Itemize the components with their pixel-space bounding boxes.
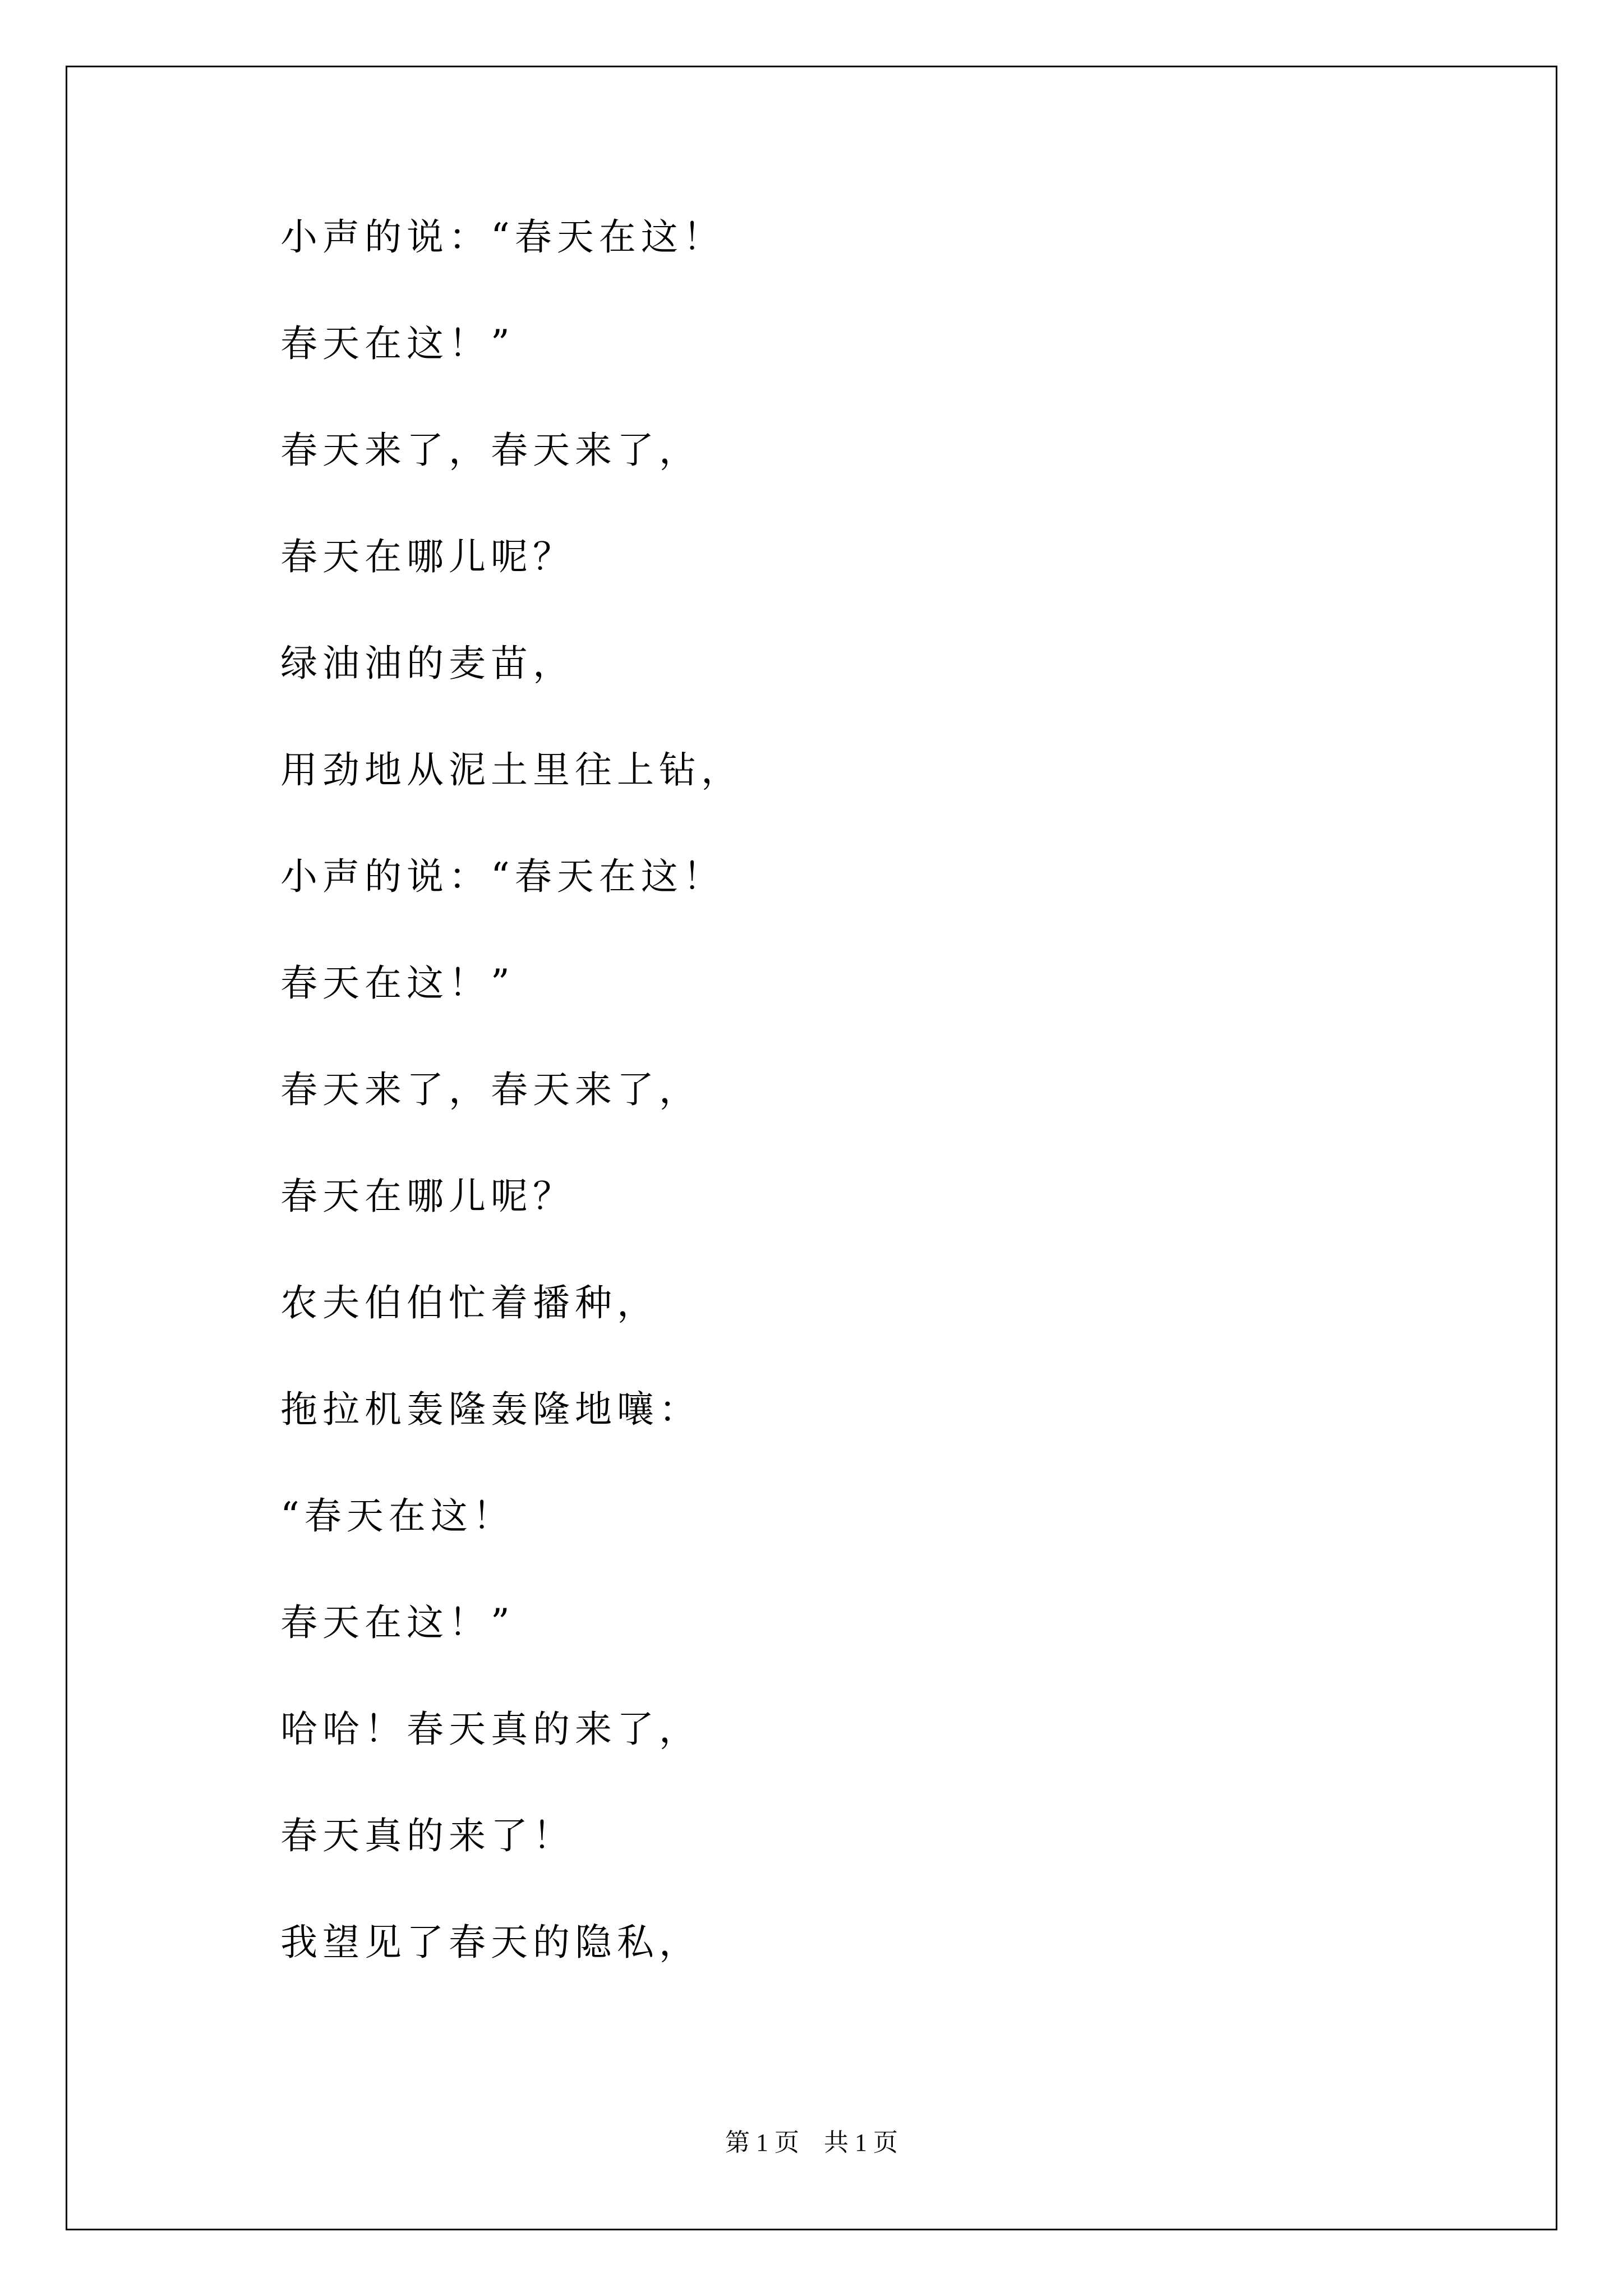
poem-line: 春天来了，春天来了，: [280, 429, 701, 472]
poem-line: “春天在这！: [280, 1494, 515, 1538]
poem-line: 春天在这！”: [280, 322, 515, 365]
poem-line: 农夫伯伯忙着播种，: [280, 1281, 659, 1324]
poem-body: [280, 215, 743, 2031]
poem-line: 春天在这！”: [280, 961, 515, 1005]
poem-line: 哈哈！春天真的来了，: [280, 1708, 701, 1751]
poem-line: 小声的说：“春天在这！: [280, 855, 725, 898]
poem-line: 绿油油的麦苗，: [280, 642, 575, 685]
poem-line: 春天来了，春天来了，: [280, 1068, 701, 1111]
poem-line: 春天真的来了！: [280, 1814, 575, 1857]
poem-line: 春天在哪儿呢？: [280, 535, 575, 578]
page-footer: [0, 2129, 1623, 2157]
page-number-current: 第 1 页: [725, 2129, 799, 2156]
poem-line: 我望见了春天的隐私，: [280, 1921, 701, 1964]
poem-line: 拖拉机轰隆轰隆地嚷：: [280, 1388, 701, 1431]
poem-line: 春天在哪儿呢？: [280, 1175, 575, 1218]
poem-line: 用劲地从泥土里往上钻，: [280, 748, 743, 792]
poem-line: 小声的说：“春天在这！: [280, 215, 725, 259]
poem-line: 春天在这！”: [280, 1601, 515, 1644]
page-number-total: 共 1 页: [824, 2129, 898, 2156]
